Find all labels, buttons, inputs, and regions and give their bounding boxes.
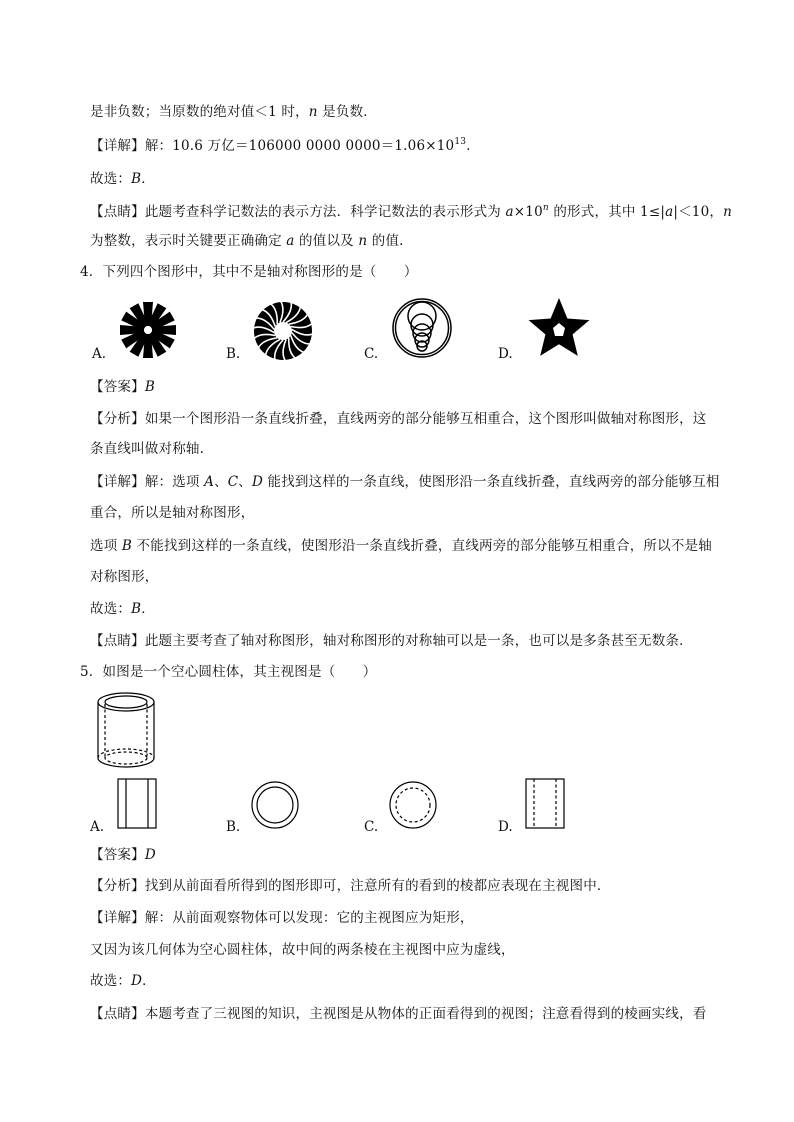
q4-figure-a-starburst <box>118 300 178 360</box>
q5-choice: 故选：D． <box>90 973 156 989</box>
prev-detail: 【详解】解：10.6 万亿＝106000 0000 $0000=1.06\times 10^{13}$． <box>90 137 480 154</box>
q5-figure-a-rect-solid <box>116 778 158 830</box>
prev-line-1: 是非负数；当原数的绝对值＜1 时，n 是负数． <box>90 104 377 120</box>
q5-detail-line-2: 又因为该几何体为空心圆柱体，故中间的两条棱在主视图中应为虚线， <box>90 942 515 958</box>
q5-option-b-label: B. <box>226 819 241 835</box>
q5-option-a-label: A. <box>90 819 105 835</box>
q4-figure-b-spiral <box>252 300 314 362</box>
q4-detail-line-1: 【详解】解：选项 A、C、D 能找到这样的一条直线，使图形沿一条直线折叠，直线两旁的部分能够互相 <box>90 474 720 490</box>
q5-comment: 【点睛】本题考查了三视图的知识，主视图是从物体的正面看得到的视图；注意看得到的棱画实线，看 <box>90 1006 707 1022</box>
prev-choice: 故选：B． <box>90 171 155 187</box>
q5-figure-d-rect-dashed <box>524 778 566 830</box>
q5-detail-line-1: 【详解】解：从前面观察物体可以发现：它的主视图应为矩形， <box>90 910 474 926</box>
q4-answer: 【答案】B <box>90 379 155 395</box>
q4-option-a-label: A. <box>92 346 107 362</box>
q4-figure-d-star <box>524 294 594 360</box>
q4-detail-line-2: 重合，所以是轴对称图形， <box>90 505 255 521</box>
q5-hollow-cylinder-figure <box>88 688 168 774</box>
q5-option-d-label: D. <box>498 819 513 835</box>
q5-stem: 5．如图是一个空心圆柱体，其主视图是（ ） <box>80 664 377 680</box>
q4-comment: 【点睛】此题主要考查了轴对称图形，轴对称图形的对称轴可以是一条，也可以是多条甚至无数条． <box>90 633 693 649</box>
q5-figure-c-ring-dashed <box>388 780 438 830</box>
q4-choice: 故选：B． <box>90 601 155 617</box>
q5-figure-b-ring-solid <box>250 780 300 830</box>
q4-detail-line-3: 选项 B 不能找到这样的一条直线，使图形沿一条直线折叠，直线两旁的部分能够互相重合，所以不是轴 <box>90 538 712 554</box>
prev-comment-line-2: 为整数，表示时关键要正确确定 a 的值以及 n 的值. <box>90 233 404 249</box>
q4-option-d-label: D. <box>498 346 513 362</box>
q5-analysis: 【分析】找到从前面看所得到的图形即可，注意所有的看到的棱都应表现在主视图中． <box>90 878 611 894</box>
q4-detail-line-4: 对称图形， <box>90 569 159 585</box>
prev-comment-line-1: 【点睛】此题考查科学记数法的表示方法．科学记数法的表示形式为 $a\times 10^n$ 的形式，其中 1≤|a|＜10，n <box>90 203 732 220</box>
q4-option-b-label: B. <box>226 346 241 362</box>
q4-analysis-line-2: 条直线叫做对称轴. <box>90 441 205 457</box>
q4-analysis-line-1: 【分析】如果一个图形沿一条直线折叠，直线两旁的部分能够互相重合，这个图形叫做轴对称图形，这 <box>90 411 707 427</box>
q5-answer: 【答案】D <box>90 847 156 863</box>
q4-option-c-label: C. <box>364 346 379 362</box>
q4-figure-c-nested-circles <box>390 296 454 360</box>
q4-stem: 4．下列四个图形中，其中不是轴对称图形的是（ ） <box>80 264 418 280</box>
q5-option-c-label: C. <box>364 819 379 835</box>
